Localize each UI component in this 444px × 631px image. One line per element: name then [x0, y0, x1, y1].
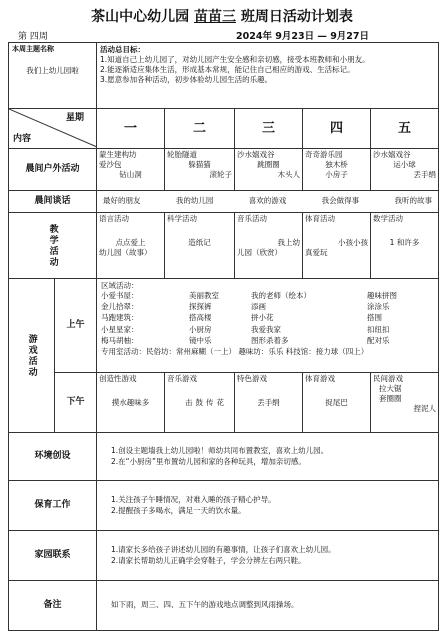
teaching-cell [97, 213, 165, 279]
area-name: 马跑建筑： [101, 313, 139, 323]
title-prefix: 茶山中心幼儿园 [91, 9, 190, 25]
goal-line: 1.知道自己上幼儿园了，对幼儿园产生安全感和亲切感，接受本班教师和小朋友。 [100, 55, 370, 65]
family-row [9, 531, 439, 581]
outdoor-item: 滚轮子 [209, 170, 232, 180]
teaching-subject: 语言活动 [99, 214, 129, 223]
outdoor-item: 丢手绢 [413, 170, 437, 180]
teaching-subject: 音乐活动 [237, 214, 267, 223]
family-line: 2.请家长帮助幼儿正确学会穿鞋子，学会分辨左右两只鞋。 [111, 556, 306, 565]
talk-topic: 喜欢的游戏 [248, 196, 287, 206]
morning-talk-row [9, 191, 439, 213]
pm-cell [371, 373, 439, 433]
environment-line: 1.创设主题墙我上幼儿园啦！师幼共同布置教室，喜欢上幼儿园。 [111, 445, 329, 455]
area-name: 梅马胡柚： [101, 335, 139, 345]
outdoor-cell [97, 149, 165, 191]
remarks-content: 如下雨，周三、四、五下午的游戏地点调整到风雨操场。 [97, 581, 439, 631]
outdoor-item: 跳圈圈 [257, 160, 280, 170]
week-label: 第 四周 [18, 32, 48, 42]
teaching-content: 小孩小孩 [338, 238, 368, 248]
outdoor-item: 木头人 [277, 170, 300, 180]
area-name: 小爱书屋： [101, 291, 139, 301]
teaching-content: 1 和许多 [389, 238, 420, 248]
pm-label: 下午 [55, 373, 97, 433]
pm-content: 摸水趣味多 [111, 398, 150, 408]
goal-line: 3.愿意参加各种活动，初步体验幼儿园生活的乐趣。 [100, 75, 273, 85]
theme-name: 我们上幼儿园啦 [26, 66, 79, 76]
outdoor-item: 躲猫猫 [188, 160, 211, 170]
outdoor-item: 独木桥 [325, 160, 348, 170]
title-class: 苗苗三 [194, 9, 236, 25]
date-range: 2024年 9月23日 — 9月27日 [236, 31, 370, 42]
area-grid [101, 291, 434, 346]
talk-topic: 我听的故事 [394, 196, 432, 206]
day-tue: 二 [165, 109, 235, 149]
remarks-label: 备注 [9, 581, 97, 631]
talk-topic: 最好的朋友 [103, 196, 141, 206]
outdoor-item: 运小球 [393, 160, 416, 170]
morning-outdoor-row [9, 149, 439, 191]
teaching-label: 教学活动 [47, 223, 58, 268]
outdoor-cell [165, 149, 235, 191]
teaching-label-cell [9, 213, 97, 279]
area-item: 美丽教室 [189, 291, 219, 301]
area-item: 趣味拼图 [367, 291, 397, 301]
outdoor-item: 奇奇游乐园 [305, 150, 343, 159]
teaching-content: 造纸记 [188, 238, 211, 248]
area-item: 探探裤 [189, 302, 212, 312]
am-label: 上午 [55, 279, 97, 373]
teaching-content: 点点爱上 [115, 238, 146, 248]
teaching-cell [235, 213, 303, 279]
game-label: 游戏活动 [26, 333, 37, 378]
teaching-subject: 体育活动 [305, 214, 335, 223]
weekday-row [9, 109, 439, 149]
teaching-row [9, 213, 439, 279]
outdoor-item: 沙水嬉戏谷 [237, 150, 275, 159]
theme-row [9, 43, 439, 109]
environment-content [97, 433, 439, 481]
teaching-content: 我上幼 [277, 238, 300, 248]
teaching-subject: 数学活动 [373, 214, 403, 223]
area-item: 涂涂乐 [367, 302, 390, 312]
teaching-cell [371, 213, 439, 279]
teaching-content: 幼儿园（故事） [99, 248, 152, 258]
family-content [97, 531, 439, 581]
day-mon: 一 [97, 109, 165, 149]
morning-talk-topics [97, 191, 439, 213]
teaching-content: 儿园（欣赏） [237, 248, 282, 258]
day-thu: 四 [303, 109, 371, 149]
outdoor-item: 钻山洞 [119, 170, 142, 180]
area-item: 搭围 [367, 313, 382, 323]
area-name: 小星星家： [101, 324, 139, 334]
outdoor-item: 沙水嬉戏谷 [373, 150, 411, 159]
content-label: 内容 [13, 133, 32, 144]
outdoor-item: 轮胎隧道 [167, 150, 197, 159]
environment-label: 环境创设 [9, 433, 97, 481]
area-item: 我的老师（绘本） [251, 291, 311, 301]
care-row [9, 481, 439, 531]
weekday-corner [9, 109, 97, 149]
plan-table [8, 42, 439, 631]
pm-content: 拉大锯 [379, 384, 402, 394]
talk-topic: 我会做得事 [321, 196, 360, 206]
pm-subject: 体育游戏 [305, 374, 335, 383]
pm-cell [235, 373, 303, 433]
care-content [97, 481, 439, 531]
day-fri: 五 [371, 109, 439, 149]
area-item: 小厨房 [189, 324, 212, 334]
remarks-row [9, 581, 439, 631]
subheader [8, 28, 438, 42]
pm-cell [303, 373, 371, 433]
talk-topic: 我的幼儿园 [175, 196, 214, 206]
family-line: 1.请家长多给孩子讲述幼儿园的有趣事情，让孩子们喜欢上幼儿园。 [111, 544, 336, 554]
pm-subject: 创造性游戏 [99, 374, 137, 383]
day-wed: 三 [235, 109, 303, 149]
pm-cell [165, 373, 235, 433]
care-line: 2.提醒孩子多喝水，满足一天的饮水量。 [111, 506, 246, 515]
pm-subject: 特色游戏 [237, 374, 267, 383]
teaching-content: 真爱玩 [305, 248, 328, 258]
pm-subject: 民间游戏 [373, 374, 403, 383]
goal-line: 2.能逐渐适应集体生活，形成基本常规，能记住自己相应的游戏、生活标记。 [100, 65, 355, 75]
game-label-cell [9, 279, 55, 433]
special-room-line: 专用室活动：民俗坊：常州麻糊（一上） 趣味坊：乐乐 科技馆：接力球（四上） [101, 346, 369, 356]
outdoor-item: 蒙生建构坊 [99, 150, 137, 159]
teaching-subject: 科学活动 [167, 214, 197, 223]
area-activities [97, 279, 439, 373]
outdoor-item: 小房子 [325, 170, 348, 180]
title-suffix: 班周日活动计划表 [240, 9, 353, 25]
page-title [0, 6, 444, 26]
pm-content: 丢手绢 [257, 398, 280, 408]
goal-label: 活动总目标： [100, 45, 145, 54]
outdoor-item: 爱沙包 [99, 160, 122, 170]
environment-row [9, 433, 439, 481]
game-am-row [9, 279, 439, 373]
care-line: 1.关注孩子午睡情况，对难入睡的孩子精心护导。 [111, 494, 276, 504]
area-item: 我爱我家 [251, 324, 281, 334]
teaching-cell [165, 213, 235, 279]
outdoor-cell [303, 149, 371, 191]
area-item: 图形杀着多 [251, 335, 289, 345]
pm-cell [97, 373, 165, 433]
area-item: 配对乐 [367, 335, 390, 345]
area-item: 镜中乐 [189, 335, 212, 345]
area-item: 扣纽扣 [367, 324, 390, 334]
morning-outdoor-label: 晨间户外活动 [9, 149, 97, 191]
outdoor-cell [371, 149, 439, 191]
area-item: 拼小花 [251, 313, 274, 323]
pm-content: 套圈圈 [379, 394, 402, 404]
outdoor-cell [235, 149, 303, 191]
pm-content: 捉尾巴 [325, 398, 348, 408]
morning-talk-label: 晨间谈话 [9, 191, 97, 213]
theme-label: 本周主题名称 [12, 45, 54, 53]
family-label: 家园联系 [9, 531, 97, 581]
area-item: 搭高楼 [189, 313, 212, 323]
teaching-cell [303, 213, 371, 279]
environment-line: 2.在“小厨房”里布置幼儿园和家的各种玩具，增加亲切感。 [111, 457, 306, 466]
pm-content: 捏泥人 [413, 404, 437, 414]
pm-subject: 音乐游戏 [167, 374, 197, 383]
area-item: 添画 [251, 302, 266, 312]
area-label: 区域活动： [101, 281, 139, 290]
care-label: 保育工作 [9, 481, 97, 531]
weekday-label: 星期 [65, 113, 84, 123]
area-name: 金儿拾翠： [101, 302, 139, 312]
pm-content: 击鼓传花 [185, 398, 227, 408]
game-pm-row [9, 373, 439, 433]
